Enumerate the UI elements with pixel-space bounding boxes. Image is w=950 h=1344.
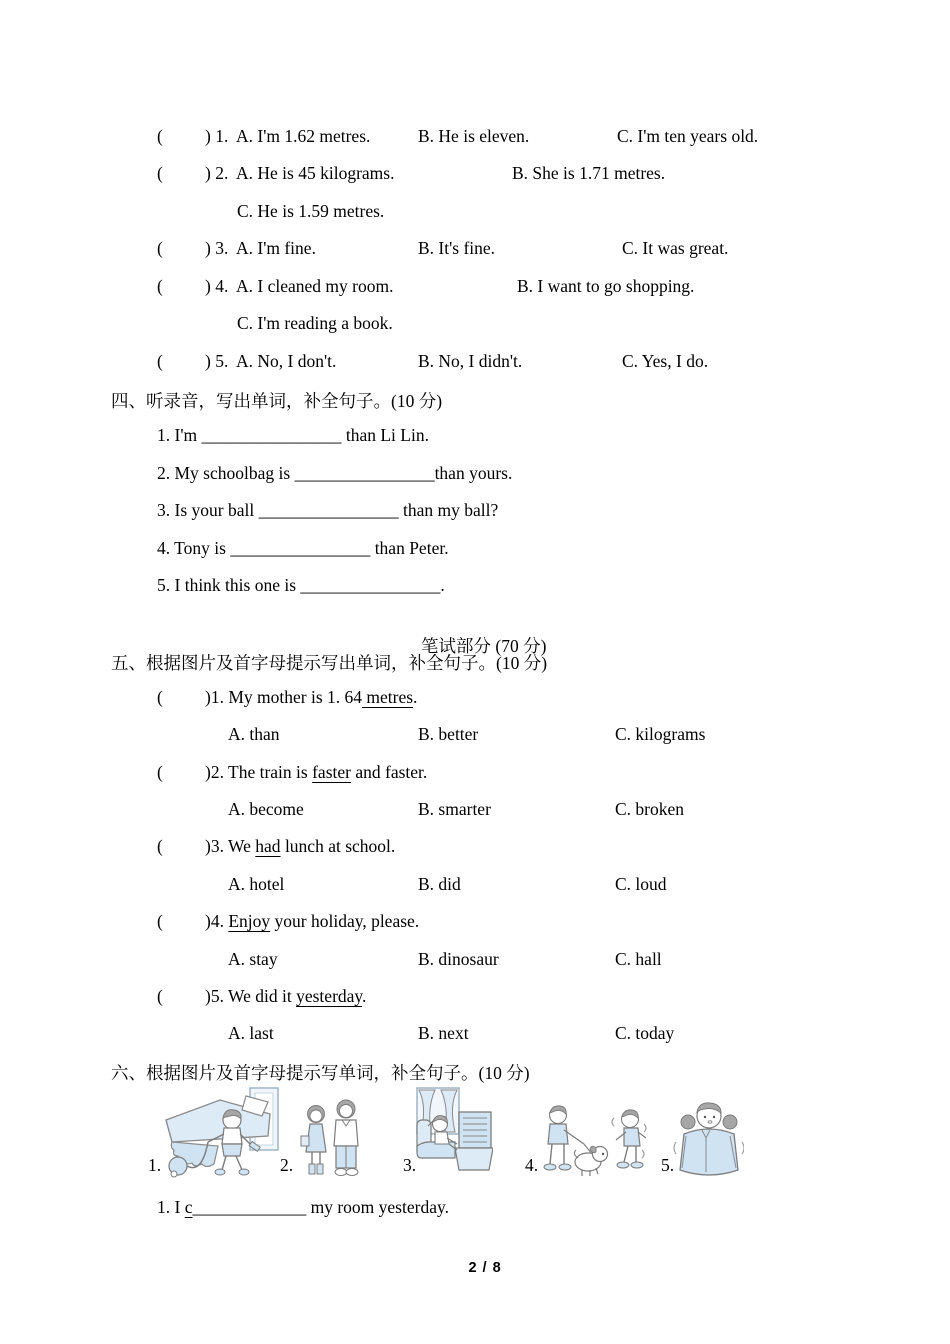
option-a: A. hotel <box>228 874 285 894</box>
s3-question-2 <box>0 163 950 190</box>
underlined-word: Enjoy <box>228 911 271 931</box>
section-title: 六、根据图片及首字母提示写单词，补全句子。(10 分) <box>111 1063 530 1083</box>
fill-blank-sentence: 5. I think this one is ________________. <box>157 575 445 595</box>
question-pre: )2. The train is <box>205 762 313 782</box>
sentence-pre: 1. I <box>157 1197 185 1217</box>
s3-question-4-option-c-line <box>0 313 950 340</box>
s5-options-1 <box>0 724 950 751</box>
picture-label-2: 2. <box>280 1155 294 1175</box>
two-people-illustration <box>298 1098 366 1178</box>
first-letter-hint: c <box>184 1197 193 1217</box>
s3-question-2-option-c-line <box>0 201 950 228</box>
answer-paren-open: ( <box>157 986 163 1006</box>
underlined-word: had <box>255 836 281 856</box>
section-title: 四、听录音，写出单词，补全句子。(10 分) <box>111 391 443 411</box>
fill-blank-sentence: 2. My schoolbag is ________________than yours. <box>157 463 513 483</box>
option-a: A. I cleaned my room. <box>236 276 394 296</box>
answer-paren-open: ( <box>157 836 163 856</box>
picture-label-5: 5. <box>661 1155 675 1175</box>
sentence-post: my room yesterday. <box>306 1197 449 1217</box>
underlined-word: faster <box>312 762 351 782</box>
s4-item-3 <box>0 500 950 527</box>
answer-paren-open: ( <box>157 911 163 931</box>
question-number: ) 1. <box>205 126 229 146</box>
question-post: lunch at school. <box>280 836 396 856</box>
question-text <box>205 911 419 932</box>
fill-blank-sentence: 4. Tony is ________________ than Peter. <box>157 538 449 558</box>
question-pre: )3. We <box>205 836 256 856</box>
option-c: C. I'm reading a book. <box>237 313 393 333</box>
option-b: B. I want to go shopping. <box>517 276 695 296</box>
page-number: 2 / 8 <box>468 1260 502 1276</box>
s3-question-3 <box>0 238 950 265</box>
option-a: A. stay <box>228 949 278 969</box>
question-pre: )4. <box>205 911 229 931</box>
picture-label-4: 4. <box>525 1155 539 1175</box>
written-part-header: 笔试部分 (70 分) <box>421 636 547 656</box>
option-c: C. kilograms <box>615 724 706 744</box>
s5-options-4 <box>0 949 950 976</box>
s4-item-5 <box>0 575 950 602</box>
question-post: and faster. <box>350 762 428 782</box>
written-part-header-line <box>0 612 950 656</box>
answer-paren-open: ( <box>157 163 163 183</box>
s4-section-title-line <box>0 388 950 415</box>
question-number: ) 5. <box>205 351 229 371</box>
s4-item-1 <box>0 425 950 452</box>
question-text <box>205 687 417 708</box>
option-a: A. No, I don't. <box>236 351 337 371</box>
coat-illustration <box>672 1094 744 1178</box>
question-number: ) 3. <box>205 238 229 258</box>
question-post: your holiday, please. <box>270 911 420 931</box>
option-c: C. loud <box>615 874 667 894</box>
blank-line: _____________ <box>192 1197 307 1217</box>
underlined-word: metres <box>362 687 414 707</box>
option-a: A. I'm fine. <box>236 238 316 258</box>
option-b: B. next <box>418 1023 469 1043</box>
option-c: C. broken <box>615 799 685 819</box>
question-number: ) 4. <box>205 276 229 296</box>
option-b: B. did <box>418 874 461 894</box>
s4-item-4 <box>0 538 950 565</box>
s3-question-5 <box>0 351 950 378</box>
s5-options-3 <box>0 874 950 901</box>
option-b: B. No, I didn't. <box>418 351 523 371</box>
option-c: C. He is 1.59 metres. <box>237 201 385 221</box>
fill-blank-sentence: 3. Is your ball ________________ than my ball? <box>157 500 499 520</box>
picture-label-3: 3. <box>403 1155 417 1175</box>
underlined-word: yesterday <box>296 986 363 1006</box>
option-a: A. He is 45 kilograms. <box>236 163 395 183</box>
s3-question-4 <box>0 276 950 303</box>
question-post: . <box>362 986 367 1006</box>
option-b: B. He is eleven. <box>418 126 530 146</box>
option-a: A. last <box>228 1023 274 1043</box>
question-text <box>205 836 395 857</box>
s5-options-5 <box>0 1023 950 1050</box>
question-text <box>205 986 366 1007</box>
dog-illustration <box>540 1102 648 1180</box>
s5-question-2 <box>0 762 950 789</box>
question-post: . <box>413 687 418 707</box>
section-title: 五、根据图片及首字母提示写出单词，补全句子。(10 分) <box>111 653 548 673</box>
option-b: B. It's fine. <box>418 238 496 258</box>
s6-item-1 <box>0 1197 950 1224</box>
s5-question-1 <box>0 687 950 714</box>
clean-room-illustration <box>162 1086 280 1180</box>
s6-section-title-line <box>0 1060 950 1087</box>
answer-paren-open: ( <box>157 762 163 782</box>
option-b: B. dinosaur <box>418 949 499 969</box>
option-a: A. I'm 1.62 metres. <box>236 126 371 146</box>
s5-question-5 <box>0 986 950 1013</box>
option-c: C. hall <box>615 949 662 969</box>
answer-paren-open: ( <box>157 276 163 296</box>
option-c: C. Yes, I do. <box>622 351 709 371</box>
s5-options-2 <box>0 799 950 826</box>
s5-question-3 <box>0 836 950 863</box>
question-pre: )1. My mother is 1. 64 <box>205 687 363 707</box>
s4-item-2 <box>0 463 950 490</box>
answer-paren-open: ( <box>157 238 163 258</box>
question-pre: )5. We did it <box>205 986 297 1006</box>
option-c: C. It was great. <box>622 238 729 258</box>
s3-question-1 <box>0 126 950 153</box>
page-number-line <box>0 1244 950 1276</box>
fill-blank-sentence <box>157 1197 449 1218</box>
option-c: C. today <box>615 1023 675 1043</box>
option-b: B. better <box>418 724 479 744</box>
answer-paren-open: ( <box>157 687 163 707</box>
question-number: ) 2. <box>205 163 229 183</box>
s5-section-title-line <box>0 650 950 677</box>
option-c: C. I'm ten years old. <box>617 126 759 146</box>
option-b: B. She is 1.71 metres. <box>512 163 666 183</box>
s5-question-4 <box>0 911 950 938</box>
watch-tv-illustration <box>415 1086 493 1178</box>
picture-label-1: 1. <box>148 1155 162 1175</box>
answer-paren-open: ( <box>157 351 163 371</box>
option-a: A. become <box>228 799 304 819</box>
option-a: A. than <box>228 724 280 744</box>
fill-blank-sentence: 1. I'm ________________ than Li Lin. <box>157 425 429 445</box>
answer-paren-open: ( <box>157 126 163 146</box>
question-text <box>205 762 427 783</box>
option-b: B. smarter <box>418 799 491 819</box>
